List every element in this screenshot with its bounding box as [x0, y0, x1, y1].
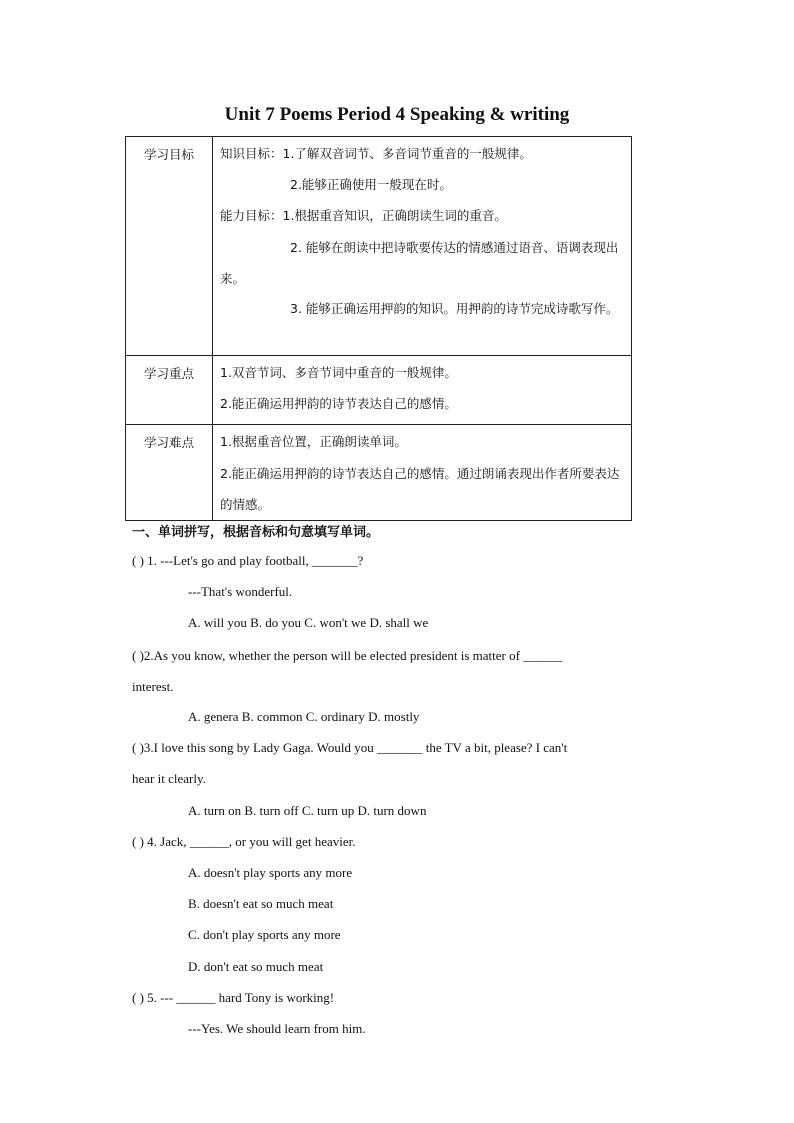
q5-stem: ( ) 5. --- ______ hard Tony is working!	[132, 990, 335, 1005]
key-line: 2.能正确运用押韵的诗节表达自己的感情。	[220, 396, 457, 411]
q5-reply: ---Yes. We should learn from him.	[188, 1021, 366, 1036]
q1-reply: ---That's wonderful.	[188, 584, 293, 599]
q2-continuation: interest.	[132, 679, 174, 694]
goal-line: 3. 能够正确运用押韵的知识。用押韵的诗节完成诗歌写作。	[290, 301, 619, 316]
key-line: 1.双音节词、多音节词中重音的一般规律。	[220, 365, 457, 380]
q3-continuation: hear it clearly.	[132, 771, 206, 786]
difficulty-row	[126, 425, 632, 521]
q4-option-d: D. don't eat so much meat	[188, 959, 324, 974]
goals-label: 学习目标	[126, 137, 213, 356]
goals-row	[126, 137, 632, 356]
q3-stem: ( )3.I love this song by Lady Gaga. Would you _______ the TV a bit, please? I can't	[132, 740, 568, 755]
q1-stem: ( ) 1. ---Let's go and play football, _______?	[132, 553, 364, 568]
q2-options: A. genera B. common C. ordinary D. mostly	[188, 709, 420, 724]
difficulty-line: 1.根据重音位置，正确朗读单词。	[220, 434, 407, 449]
page-title: Unit 7 Poems Period 4 Speaking & writing	[224, 104, 570, 125]
q4-option-a: A. doesn't play sports any more	[188, 865, 353, 880]
goal-line: 2.能够正确使用一般现在时。	[290, 177, 452, 192]
key-row	[126, 356, 632, 425]
goal-line: 知识目标：1.了解双音词节、多音词节重音的一般规律。	[220, 146, 532, 161]
section-heading: 一、单词拼写，根据音标和句意填写单词。	[132, 525, 380, 540]
key-content	[213, 356, 632, 425]
goals-content	[213, 137, 632, 356]
objectives-table	[125, 136, 632, 521]
difficulty-content	[213, 425, 632, 521]
difficulty-label: 学习难点	[126, 425, 213, 521]
q1-options: A. will you B. do you C. won't we D. shall we	[188, 615, 429, 630]
q4-option-b: B. doesn't eat so much meat	[188, 896, 334, 911]
q4-stem: ( ) 4. Jack, ______, or you will get heavier.	[132, 834, 356, 849]
difficulty-line: 2.能正确运用押韵的诗节表达自己的感情。通过朗诵表现出作者所要表达的情感。	[220, 466, 620, 512]
q3-options: A. turn on B. turn off C. turn up D. turn down	[188, 803, 427, 818]
goal-line: 2. 能够在朗读中把诗歌要传达的情感通过语音、语调表现出来。	[220, 240, 619, 286]
q2-stem: ( )2.As you know, whether the person will be elected president is matter of ______	[132, 648, 563, 663]
key-label: 学习重点	[126, 356, 213, 425]
goal-line: 能力目标：1.根据重音知识，正确朗读生词的重音。	[220, 208, 507, 223]
q4-option-c: C. don't play sports any more	[188, 927, 341, 942]
